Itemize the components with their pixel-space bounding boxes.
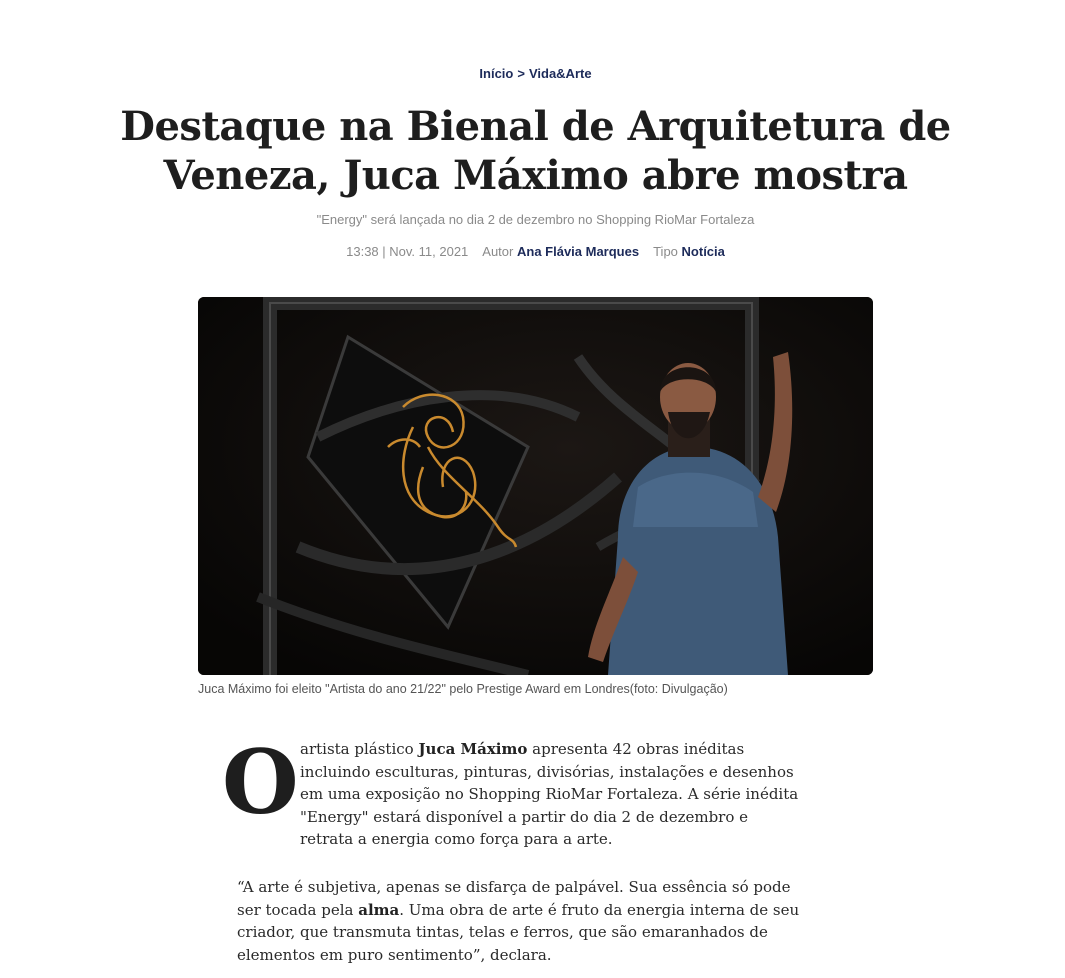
article-title: Destaque na Bienal de Arquitetura de Veneza, Juca Máximo abre mostra	[120, 103, 951, 199]
article-paragraph-2	[237, 876, 802, 966]
paragraph-2-rest: . Uma obra de arte é fruto da energia interna de seu criador, que transmuta tintas, telas e ferros, que são emaranhados de elementos em puro sentimento”, declara.	[237, 900, 800, 964]
article-subtitle: "Energy" será lançada no dia 2 de dezembro no Shopping RioMar Fortaleza	[316, 212, 755, 227]
author-link[interactable]: Ana Flávia Marques	[516, 244, 640, 259]
article-paragraph-1	[300, 738, 800, 851]
type-link[interactable]: Notícia	[681, 244, 725, 259]
type-label: Tipo	[653, 244, 678, 259]
image-caption: Juca Máximo foi eleito "Artista do ano 21/22" pelo Prestige Award em Londres(foto: Divulgação)	[198, 682, 728, 696]
emphasis-word: alma	[358, 900, 400, 919]
paragraph-1-rest: apresenta 42 obras inéditas incluindo esculturas, pinturas, divisórias, instalações e desenhos em uma exposição no Shopping RioMar Fortaleza. A série inédita "Energy" estará disponível a partir do dia 2 de dezembro e retrata a energia como força para a arte.	[300, 740, 799, 848]
paragraph-2-start: “A arte é subjetiva, apenas se disfarça de palpável. Sua essência só pode ser tocada pela	[237, 878, 791, 919]
artist-name: Juca Máximo	[418, 740, 528, 758]
article-datetime: 13:38 | Nov. 11, 2021	[346, 244, 469, 259]
paragraph-1-start: artista plástico	[300, 740, 419, 758]
breadcrumb-section-link[interactable]: Vida&Arte	[528, 66, 592, 81]
article-meta	[0, 244, 1065, 259]
breadcrumb-separator: >	[517, 66, 525, 81]
breadcrumb-home-link[interactable]: Início	[479, 66, 514, 81]
article-photo	[198, 297, 873, 675]
drop-cap: O	[222, 730, 299, 834]
breadcrumb	[0, 66, 1065, 81]
author-label: Autor	[482, 244, 514, 259]
